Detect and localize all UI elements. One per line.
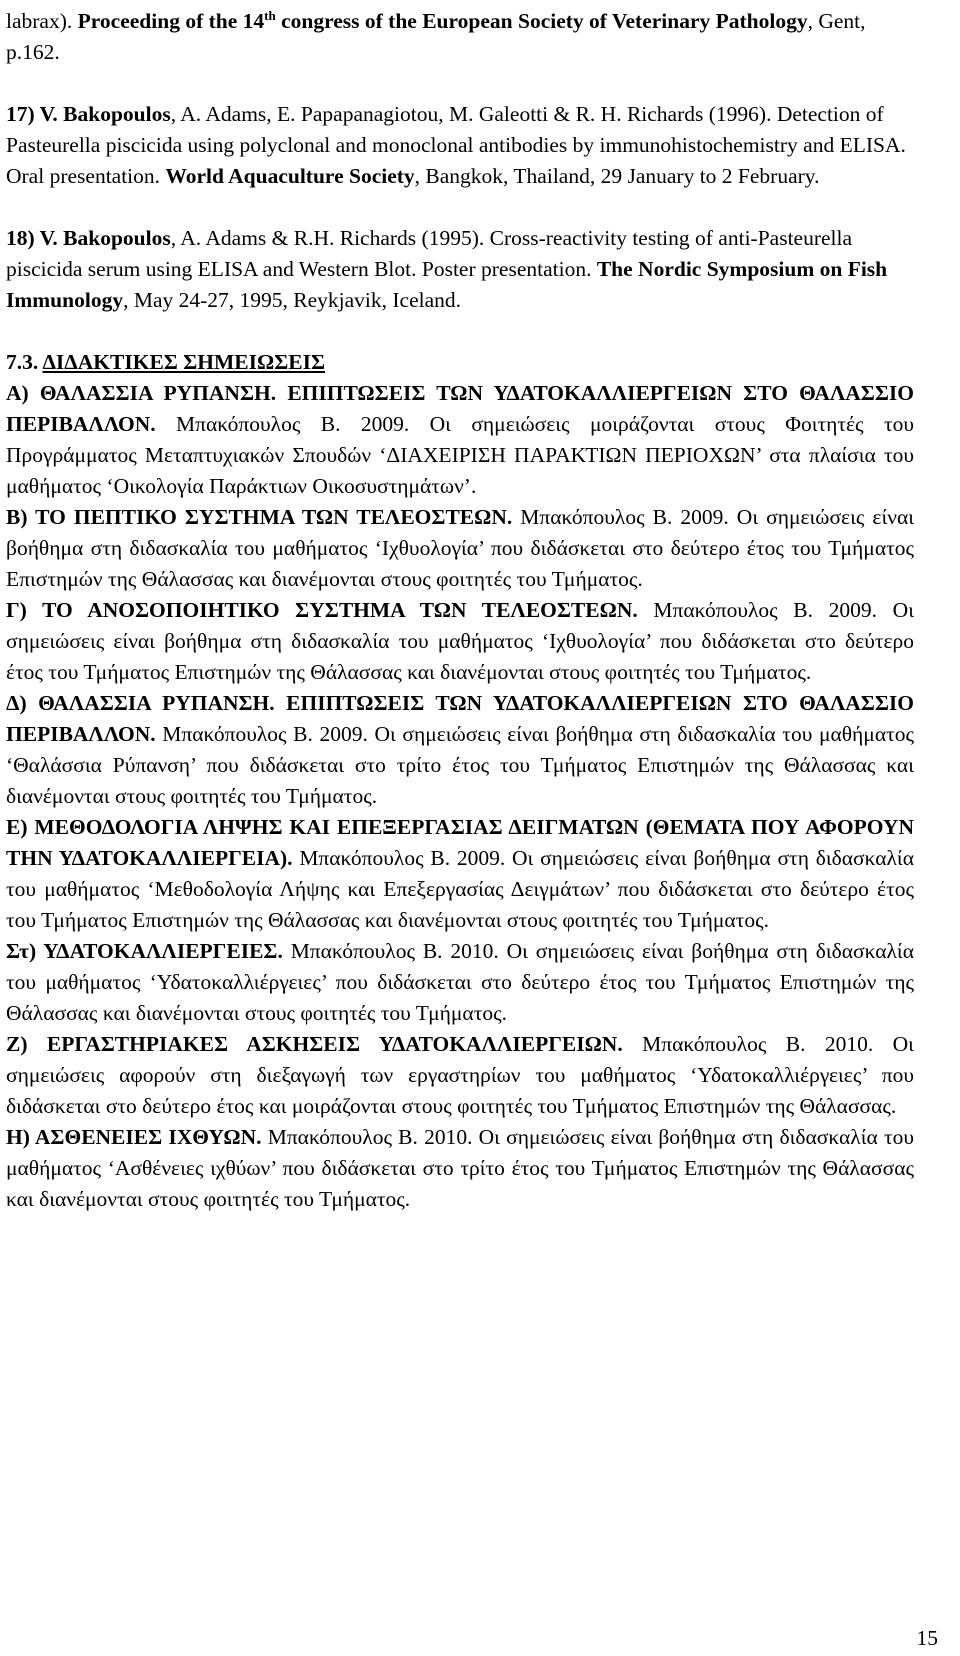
note-title: Ζ) ΕΡΓΑΣΤΗΡΙΑΚΕΣ ΑΣΚΗΣΕΙΣ ΥΔΑΤΟΚΑΛΛΙΕΡΓΕΙΩΝ. xyxy=(6,1032,623,1057)
note-text: Μπακόπουλος Β. 2009. Οι σημειώσεις μοιράζονται στους Φοιτητές του Προγράμματος Μεταπτυχιακών Σπουδών ‘ΔΙΑΧΕΙΡΙΣΗ ΠΑΡΑΚΤΙΩΝ ΠΕΡΙΟΧΩΝ’ στα πλαίσια του μαθήματος ‘Οικολογία Παράκτιων Οικοσυστημάτων’. xyxy=(6,412,914,499)
note-text: Μπακόπουλος Β. 2009. Οι σημειώσεις είναι βοήθημα στη διδασκαλία του μαθήματος ‘Μεθοδολογία Λήψης και Επεξεργασίας Δειγμάτων’ που διδάσκεται στο δεύτερο έτος του Τμήματος Επιστημών της Θάλασσας και διανέμονται στους φοιτητές του Τμήματος. xyxy=(6,846,914,933)
paragraph-gap xyxy=(6,316,914,347)
section-number: 7.3. xyxy=(6,350,43,375)
paragraph-gap xyxy=(6,68,914,99)
reference-text: , A. Adams, E. Papapanagiotou, M. Galeotti & R. H. Richards (1996). Detection of Pasteurella piscicida using polyclonal and monoclonal antibodies by immunohistochemistry and ELISA. Oral presentation. xyxy=(6,102,906,189)
teaching-note-d xyxy=(6,688,914,812)
note-text: Μπακόπουλος Β. 2009. Οι σημειώσεις είναι βοήθημα στη διδασκαλία του μαθήματος ‘Ιχθυολογία’ που διδάσκεται στο δεύτερο έτος του Τμήματος Επιστημών της Θάλασσας και διανέμονται στους φοιτητές του Τμήματος. xyxy=(6,505,914,592)
section-title: ΔΙΔΑΚΤΙΚΕΣ ΣΗΜΕΙΩΣΕΙΣ xyxy=(42,350,326,375)
document-page xyxy=(6,0,914,1215)
note-title: Γ) ΤΟ ΑΝΟΣΟΠΟΙΗΤΙΚΟ ΣΥΣΤΗΜΑ ΤΩΝ ΤΕΛΕΟΣΤΕΩΝ. xyxy=(6,598,638,623)
note-title: Η) ΑΣΘΕΝΕΙΕΣ ΙΧΘΥΩΝ. xyxy=(6,1125,262,1150)
note-text: Μπακόπουλος Β. 2010. Οι σημειώσεις είναι βοήθημα στη διδασκαλία του μαθήματος ‘Ασθένειες ιχθύων’ που διδάσκεται στο τρίτο έτος του Τμήματος Επιστημών της Θάλασσας και διανέμονται στους φοιτητές του Τμήματος. xyxy=(6,1125,914,1212)
reference-text: labrax). xyxy=(6,9,78,34)
reference-venue: World Aquaculture Society xyxy=(165,164,415,189)
teaching-note-a xyxy=(6,378,914,502)
note-text: Μπακόπουλος Β. 2010. Οι σημειώσεις αφορούν στη διεξαγωγή των εργαστηρίων του μαθήματος ‘Υδατοκαλλιέργειες’ που διδάσκεται στο δεύτερο έτος και μοιράζονται στους φοιτητές του Τμήματος Επιστημών της Θάλασσας. xyxy=(6,1032,914,1119)
teaching-note-b xyxy=(6,502,914,595)
reference-author: 18) V. Bakopoulos xyxy=(6,226,171,251)
note-title: Β) ΤΟ ΠΕΠΤΙΚΟ ΣΥΣΤΗΜΑ ΤΩΝ ΤΕΛΕΟΣΤΕΩΝ. xyxy=(6,505,513,530)
ordinal-superscript: th xyxy=(264,8,276,23)
note-text: Μπακόπουλος Β. 2009. Οι σημειώσεις είναι βοήθημα στη διδασκαλία του μαθήματος ‘Ιχθυολογία’ που διδάσκεται στο δεύτερο έτος του Τμήματος Επιστημών της Θάλασσας και διανέμονται στους φοιτητές του Τμήματος. xyxy=(6,598,914,685)
note-text: Μπακόπουλος Β. 2010. Οι σημειώσεις είναι βοήθημα στη διδασκαλία του μαθήματος ‘Υδατοκαλλιέργειες’ που διδάσκεται στο δεύτερο έτος του Τμήματος Επιστημών της Θάλασσας και διανέμονται στους φοιτητές του Τμήματος. xyxy=(6,939,914,1026)
note-title: Α) ΘΑΛΑΣΣΙΑ ΡΥΠΑΝΣΗ. ΕΠΙΠΤΩΣΕΙΣ ΤΩΝ ΥΔΑΤΟΚΑΛΛΙΕΡΓΕΙΩΝ ΣΤΟ ΘΑΛΑΣΣΙΟ ΠΕΡΙΒΑΛΛΟΝ. xyxy=(6,381,914,437)
note-text: Μπακόπουλος Β. 2009. Οι σημειώσεις είναι βοήθημα στη διδασκαλία του μαθήματος ‘Θαλάσσια Ρύπανση’ που διδάσκεται στο τρίτο έτος του Τμήματος Επιστημών της Θάλασσας και διανέμονται στους φοιτητές του Τμήματος. xyxy=(6,722,914,809)
reference-text: , Bangkok, Thailand, 29 January to 2 February. xyxy=(414,164,820,189)
page-number: 15 xyxy=(916,1626,938,1650)
reference-venue: Proceeding of the 14 xyxy=(77,9,265,34)
paragraph-gap xyxy=(6,192,914,223)
teaching-note-st xyxy=(6,936,914,1029)
reference-venue: The Nordic Symposium on Fish Immunology xyxy=(6,257,888,313)
reference-text: , May 24-27, 1995, Reykjavik, Iceland. xyxy=(123,288,462,313)
teaching-note-e xyxy=(6,812,914,936)
reference-venue: congress of the European Society of Veterinary Pathology xyxy=(275,9,808,34)
reference-text: , A. Adams & R.H. Richards (1995). Cross-reactivity testing of anti-Pasteurella piscicida serum using ELISA and Western Blot. Poster presentation. xyxy=(6,226,853,282)
reference-18 xyxy=(6,223,914,316)
note-title: Στ) ΥΔΑΤΟΚΑΛΛΙΕΡΓΕΙΕΣ. xyxy=(6,939,283,964)
note-title: Ε) ΜΕΘΟΔΟΛΟΓΙΑ ΛΗΨΗΣ ΚΑΙ ΕΠΕΞΕΡΓΑΣΙΑΣ ΔΕΙΓΜΑΤΩΝ (ΘΕΜΑΤΑ ΠΟΥ ΑΦΟΡΟΥΝ ΤΗΝ ΥΔΑΤΟΚΑΛΛΙΕΡΓΕΙΑ). xyxy=(6,815,914,871)
reference-author: 17) V. Bakopoulos xyxy=(6,102,171,127)
reference-text: , Gent, p.162. xyxy=(6,9,866,65)
reference-16-tail xyxy=(6,0,914,68)
teaching-note-h xyxy=(6,1122,914,1215)
section-heading xyxy=(6,347,914,378)
teaching-note-z xyxy=(6,1029,914,1122)
note-title: Δ) ΘΑΛΑΣΣΙΑ ΡΥΠΑΝΣΗ. ΕΠΙΠΤΩΣΕΙΣ ΤΩΝ ΥΔΑΤΟΚΑΛΛΙΕΡΓΕΙΩΝ ΣΤΟ ΘΑΛΑΣΣΙΟ ΠΕΡΙΒΑΛΛΟΝ. xyxy=(6,691,914,747)
reference-17 xyxy=(6,99,914,192)
teaching-note-c xyxy=(6,595,914,688)
